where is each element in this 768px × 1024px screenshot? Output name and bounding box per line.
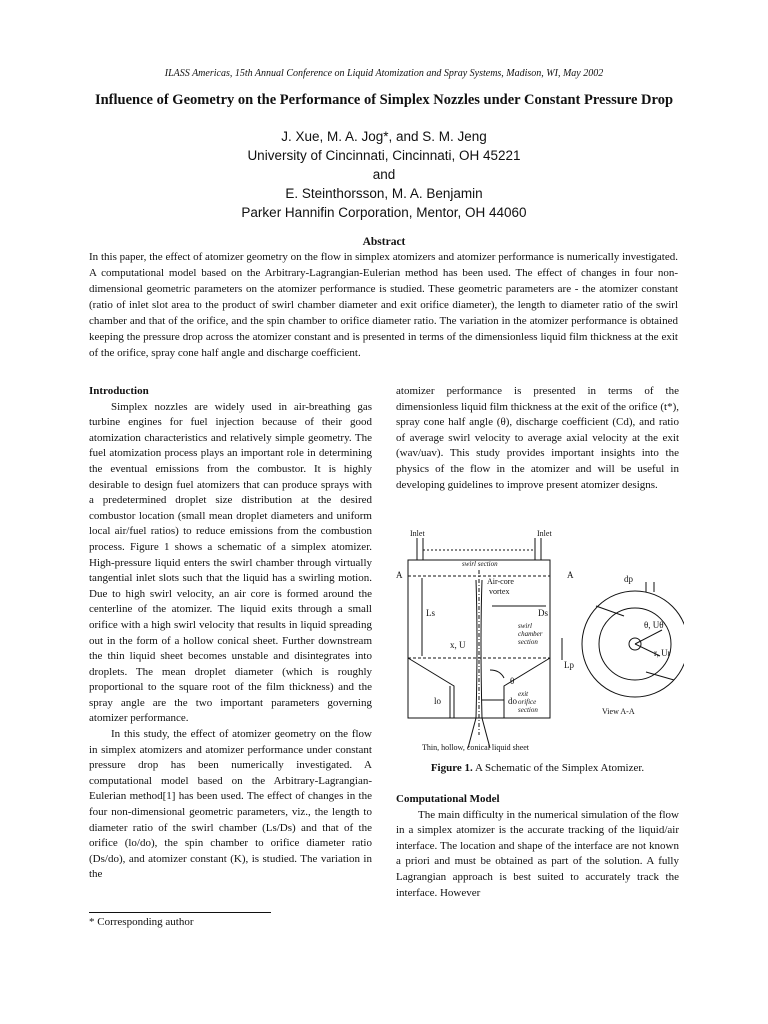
air-core-right xyxy=(481,580,482,718)
inlet-section-label: swirl section xyxy=(462,560,498,568)
atomizer-schematic-figure xyxy=(392,520,684,760)
theta-arc xyxy=(490,670,504,678)
vortex-label: vortex xyxy=(489,587,510,596)
paper-title: Influence of Geometry on the Performance of Simplex Nozzles under Constant Pressure Drop xyxy=(94,92,674,108)
theta-velocity-arrow xyxy=(635,630,662,644)
right-column-top xyxy=(396,384,679,493)
computational-model-heading: Computational Model xyxy=(396,793,500,805)
theta-velocity-label: θ, Uθ xyxy=(644,620,664,630)
footnote: * Corresponding author xyxy=(89,916,194,928)
right-column-bottom xyxy=(396,792,679,901)
affiliation-line-2: Parker Hannifin Corporation, Mentor, OH 44060 xyxy=(241,205,527,220)
left-column xyxy=(89,384,372,883)
a-left-label: A xyxy=(396,570,403,580)
abstract-text: In this paper, the effect of atomizer geometry on the flow in simplex atomizers and atomizer performance is numerically investigated. A computational model based on the Arbitrary-Lagrangian-Eulerian method has been used. The effect of changes in four non-dimensional geometric parameters on the atomizer performance is studied. These geometric parameters are - the atomizer constant (ratio of inlet slot area to the product of swirl chamber diameter and exit orifice diameter), the length to diameter ratio of the swirl chamber and that of the orifice, and the spin chamber to orifice diameter ratio. The variation in the atomizer performance is obtained keeping the pressure drop across the atomizer constant and is presented in terms of the dimensionless liquid film thickness at the exit of the orifice, spray cone half angle and discharge coefficient. xyxy=(89,251,678,359)
a-right-label: A xyxy=(567,570,574,580)
x-u-label: x, U xyxy=(450,640,466,650)
exit-orifice-label-3: section xyxy=(518,706,538,714)
author-and: and xyxy=(372,167,396,182)
swirl-chamber-label-1: swirl xyxy=(518,622,533,630)
do-label: do xyxy=(508,696,517,706)
dp-label: dp xyxy=(624,574,633,584)
footnote-rule xyxy=(89,912,271,913)
lp-label: Lp xyxy=(564,660,574,670)
theta-label: θ xyxy=(510,676,515,686)
inlet-left-label: Inlet xyxy=(410,529,425,538)
intro-paragraph-2-continued: atomizer performance is presented in terms of the dimensionless liquid film thickness at the exit of the orifice (t*), spray cone half angle (θ), discharge coefficient (Cd), and ratio of average swirl velocity to average axial velocity at the exit (wav/uav). This study provides important insights into the physics of the flow in the atomizer and will be useful in developing guidelines to improve present atomizer designs. xyxy=(396,385,679,491)
author-line-1: J. Xue, M. A. Jog*, and S. M. Jeng xyxy=(281,129,487,144)
air-core-left xyxy=(476,580,477,718)
intro-paragraph-2: In this study, the effect of atomizer geometry on the flow in simplex atomizers and atomizer performance under constant pressure drop has been numerically investigated. A computational model based on the Arbitrary-Lagrangian-Eulerian method[1] has been used. The effect of changes in the four non-dimensional geometric parameters, viz., the length to diameter ratio of the swirl chamber (Ls/Ds) and that of the orifice (lo/do), the spin chamber to orifice diameter ratio (Ds/do), and atomizer constant (K), is studied. The variation in the xyxy=(89,728,372,881)
r-velocity-label: r, Ur xyxy=(654,648,671,658)
swirl-chamber-label-2: chamber xyxy=(518,630,543,638)
exit-orifice-label-1: exit xyxy=(518,690,529,698)
exit-orifice-label-2: orifice xyxy=(518,698,537,706)
swirl-chamber-label-3: section xyxy=(518,638,538,646)
author-line-2: E. Steinthorsson, M. A. Benjamin xyxy=(285,186,483,201)
introduction-heading: Introduction xyxy=(89,385,149,397)
lo-label: lo xyxy=(434,696,442,706)
liquid-sheet-label: Thin, hollow, conical liquid sheet xyxy=(422,743,530,752)
computational-model-text: The main difficulty in the numerical simulation of the flow in a simplex atomizer is the accurate tracking of the liquid/air interface. The location and shape of the interface are not known a priori and must be obtained as part of the solution. A fully Lagrangian approach is best suited to accurately track the interface. However xyxy=(396,808,679,899)
abstract-heading: Abstract xyxy=(362,236,406,248)
conference-header: ILASS Americas, 15th Annual Conference on Liquid Atomization and Spray Systems, Madison, WI, May 2002 xyxy=(164,68,604,79)
figure-caption-text: A Schematic of the Simplex Atomizer. xyxy=(474,762,645,774)
figure-caption-label: Figure 1. xyxy=(430,762,473,774)
tangential-slot-2 xyxy=(646,672,674,680)
ls-label: Ls xyxy=(426,608,435,618)
figure-caption xyxy=(396,762,679,774)
ds-label: Ds xyxy=(538,608,549,618)
convergence-left xyxy=(408,658,454,718)
author-block xyxy=(0,127,768,222)
affiliation-line-1: University of Cincinnati, Cincinnati, OH 45221 xyxy=(247,148,521,163)
view-aa-label: View A-A xyxy=(602,707,635,716)
intro-paragraph-1: Simplex nozzles are widely used in air-breathing gas turbine engines for fuel injection because of their good atomization characteristics and relatively simple geometry. The fuel atomization process plays an important role in determining the eventual emissions from the combustor. It is highly desirable to design fuel atomizers that can produce sprays with a predetermined droplet size distribution at the desired combustor location (small mean droplet diameters and uniform local air/fuel ratios) to reduce emissions from the combustion process. Figure 1 shows a schematic of a simplex atomizer. High-pressure liquid enters the swirl chamber through virtually tangential inlet slots such that the liquid has a swirling motion. Due to high swirl velocity, an air core is formed around the centerline of the atomizer. The liquid exits through a small orifice with a high swirl velocity that results in liquid spreading out in the form of a hollow conical sheet. Further downstream the thin liquid sheet becomes unstable and disintegrates into droplets. The mean droplet diameter (which is roughly proportional to the square root of the film thickness) and the spray angle are the two important parameters governing atomizer performance. xyxy=(89,400,372,725)
air-core-label: Air-core xyxy=(487,577,514,586)
inlet-right-label: Inlet xyxy=(537,529,552,538)
